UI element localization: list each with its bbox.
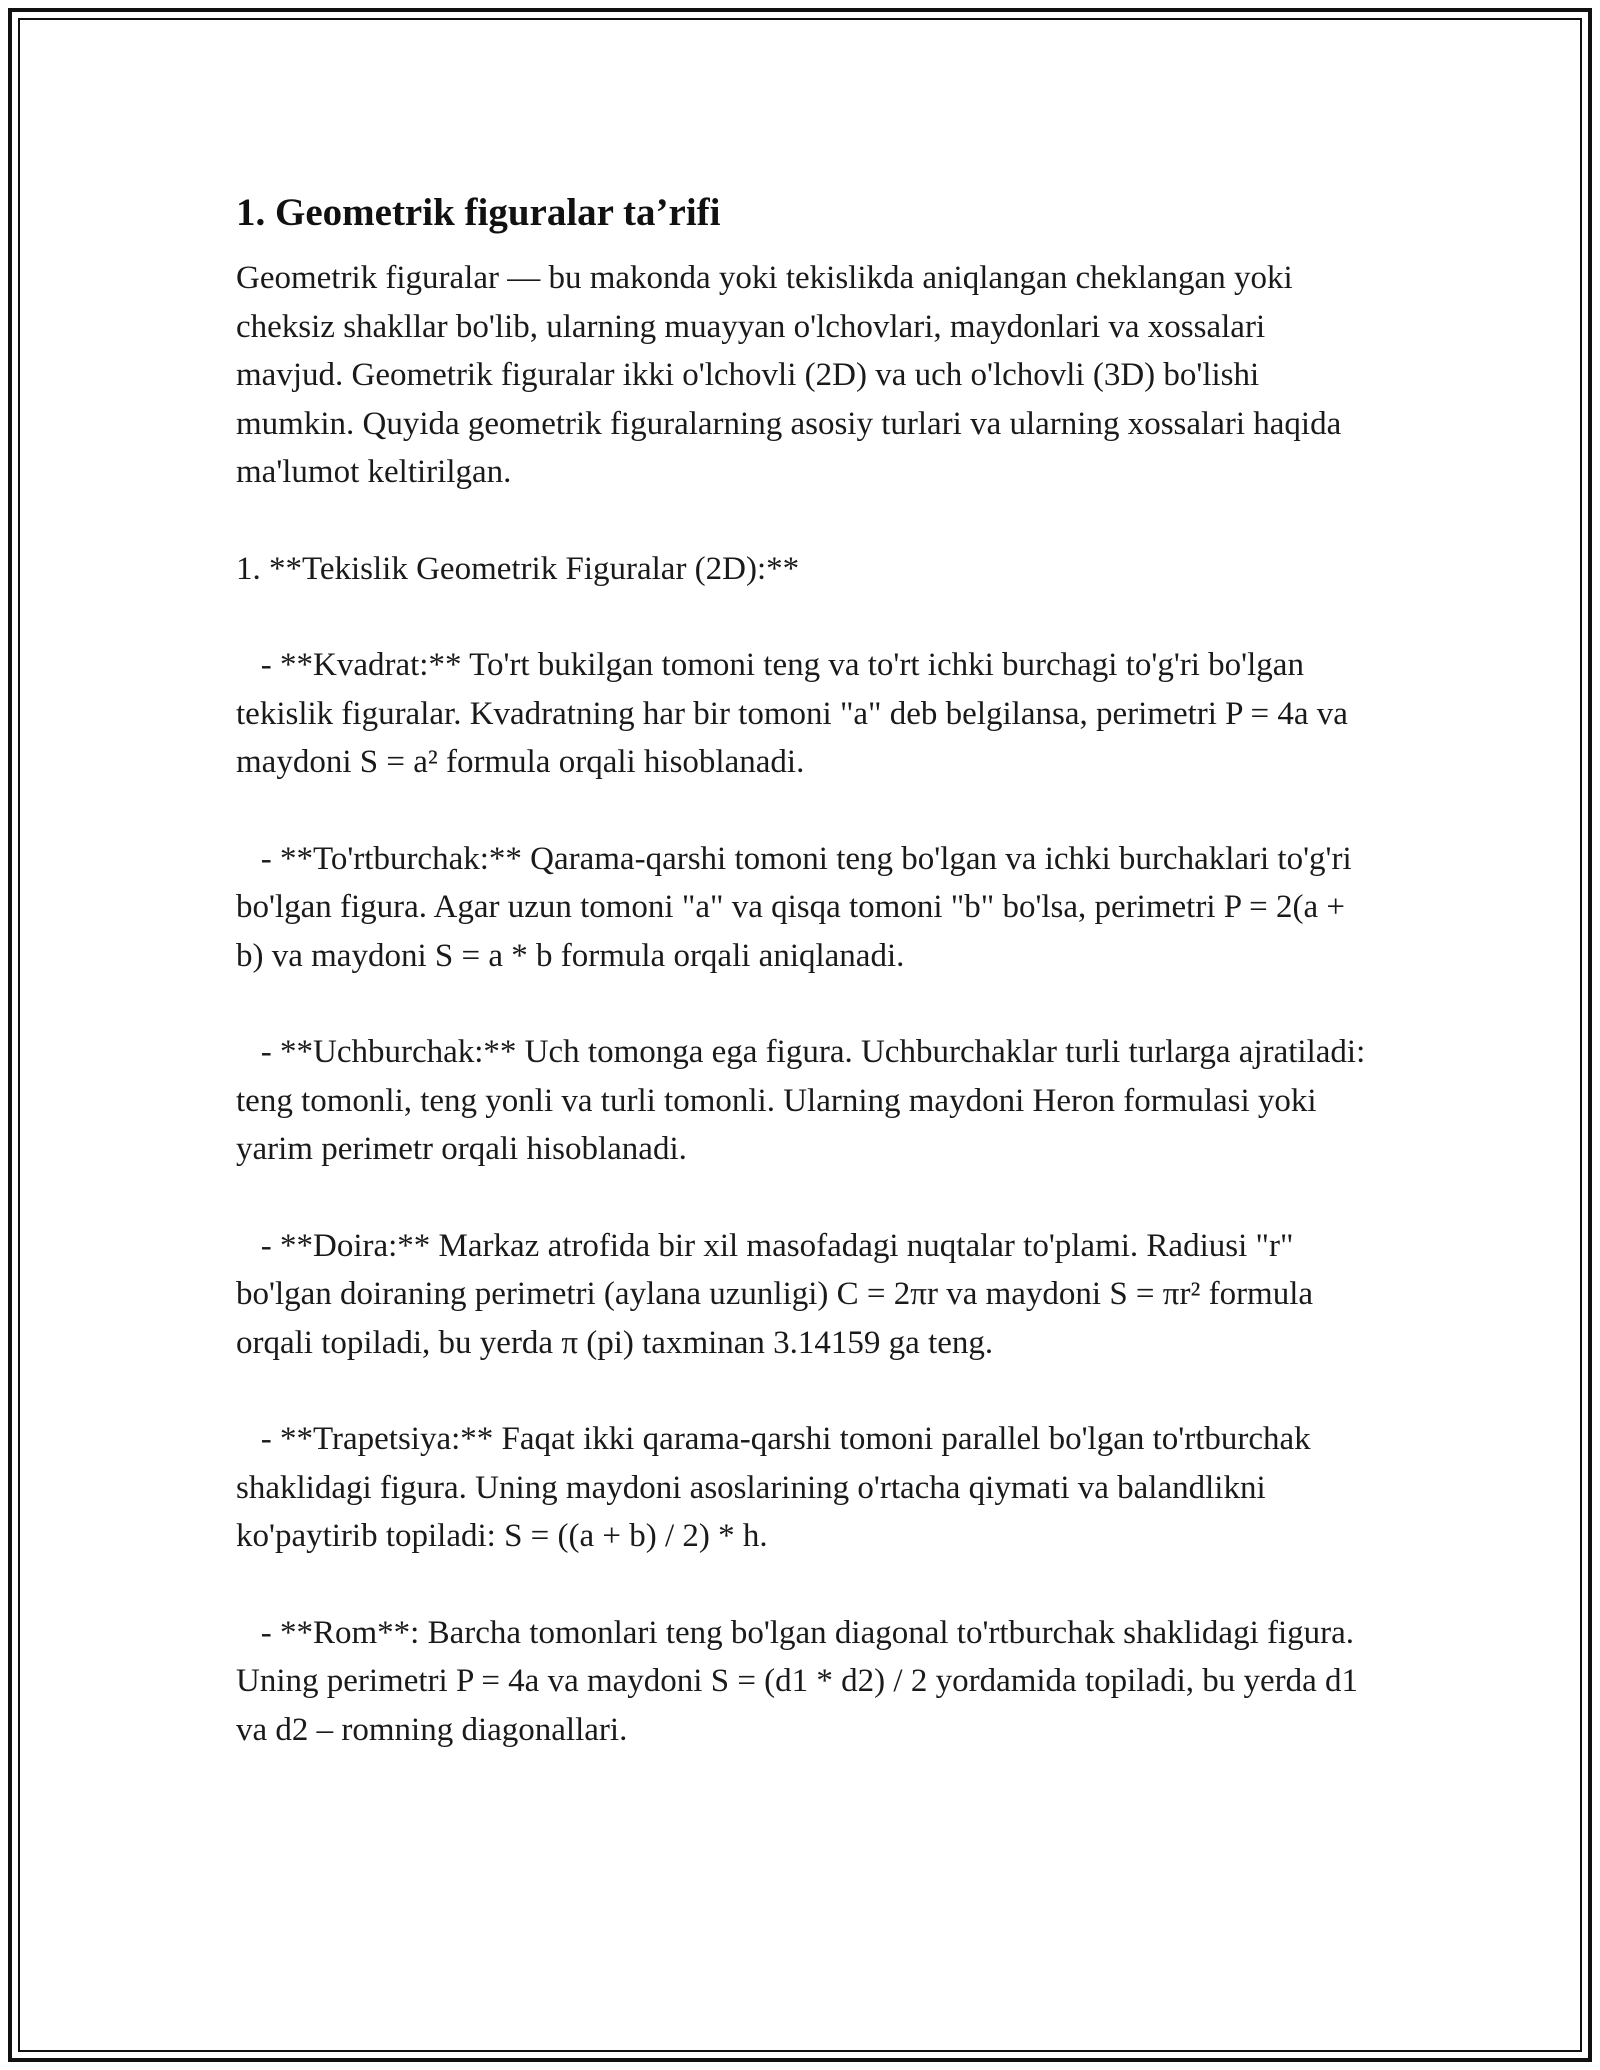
list-item-tortburchak: - **To'rtburchak:** Qarama-qarshi tomoni teng bo'lgan va ichki burchaklari to'g'ri bo'lgan figura. Agar uzun tomoni "a" va qisqa tomoni "b" bo'lsa, perimetri P = 2(a + b) va maydoni S = a * b formula orqali aniqlanadi.	[236, 840, 1360, 974]
paragraph-gap	[236, 497, 1366, 545]
intro-paragraph: Geometrik figuralar — bu makonda yoki tekislikda aniqlangan cheklangan yoki cheksiz shakllar bo'lib, ularning muayyan o'lchovlari, maydonlari va xossalari mavjud. Geometrik figuralar ikki o'lchovli (2D) va uch o'lchovli (3D) bo'lishi mumkin. Quyida geometrik figuralarning asosiy turlari va ularning xossalari haqida ma'lumot keltirilgan.	[236, 260, 1350, 490]
document-body	[236, 186, 1374, 1754]
paragraph-gap	[236, 1561, 1366, 1609]
document-title: 1. Geometrik figuralar ta’rifi	[236, 191, 721, 234]
list-item-doira: - **Doira:** Markaz atrofida bir xil masofadagi nuqtalar to'plami. Radiusi "r" bo'lgan doiraning perimetri (aylana uzunligi) C = 2πr va maydoni S = πr² formula orqali topiladi, bu yerda π (pi) taxminan 3.14159 ga teng.	[236, 1227, 1322, 1361]
section-heading: 1. **Tekislik Geometrik Figuralar (2D):**	[236, 550, 800, 587]
list-item-uchburchak: - **Uchburchak:** Uch tomonga ega figura. Uchburchaklar turli turlarga ajratiladi: teng tomonli, teng yonli va turli tomonli. Ularning maydoni Heron formulasi yoki yarim perimetr orqali hisoblanadi.	[236, 1034, 1374, 1167]
paragraph-gap	[236, 787, 1366, 835]
paragraph-gap	[236, 1174, 1366, 1222]
list-item-trapetsiya: - **Trapetsiya:** Faqat ikki qarama-qarshi tomoni parallel bo'lgan to'rtburchak shaklidagi figura. Uning maydoni asoslarining o'rtacha qiymati va balandlikni ko'paytirib topiladi: S = ((a + b) / 2) * h.	[236, 1421, 1319, 1554]
paragraph-gap	[236, 593, 1366, 641]
paragraph-gap	[236, 1367, 1366, 1415]
list-item-kvadrat: - **Kvadrat:** To'rt bukilgan tomoni teng va to'rt ichki burchagi to'g'ri bo'lgan tekislik figuralar. Kvadratning har bir tomoni "a" deb belgilansa, perimetri P = 4a va maydoni S = a² formula orqali hisoblanadi.	[236, 647, 1357, 780]
list-item-rom: - **Rom**: Barcha tomonlari teng bo'lgan diagonal to'rtburchak shaklidagi figura. Uning perimetri P = 4a va maydoni S = (d1 * d2) / 2 yordamida topiladi, bu yerda d1 va d2 – romning diagonallari.	[236, 1614, 1367, 1748]
paragraph-gap	[236, 980, 1366, 1028]
